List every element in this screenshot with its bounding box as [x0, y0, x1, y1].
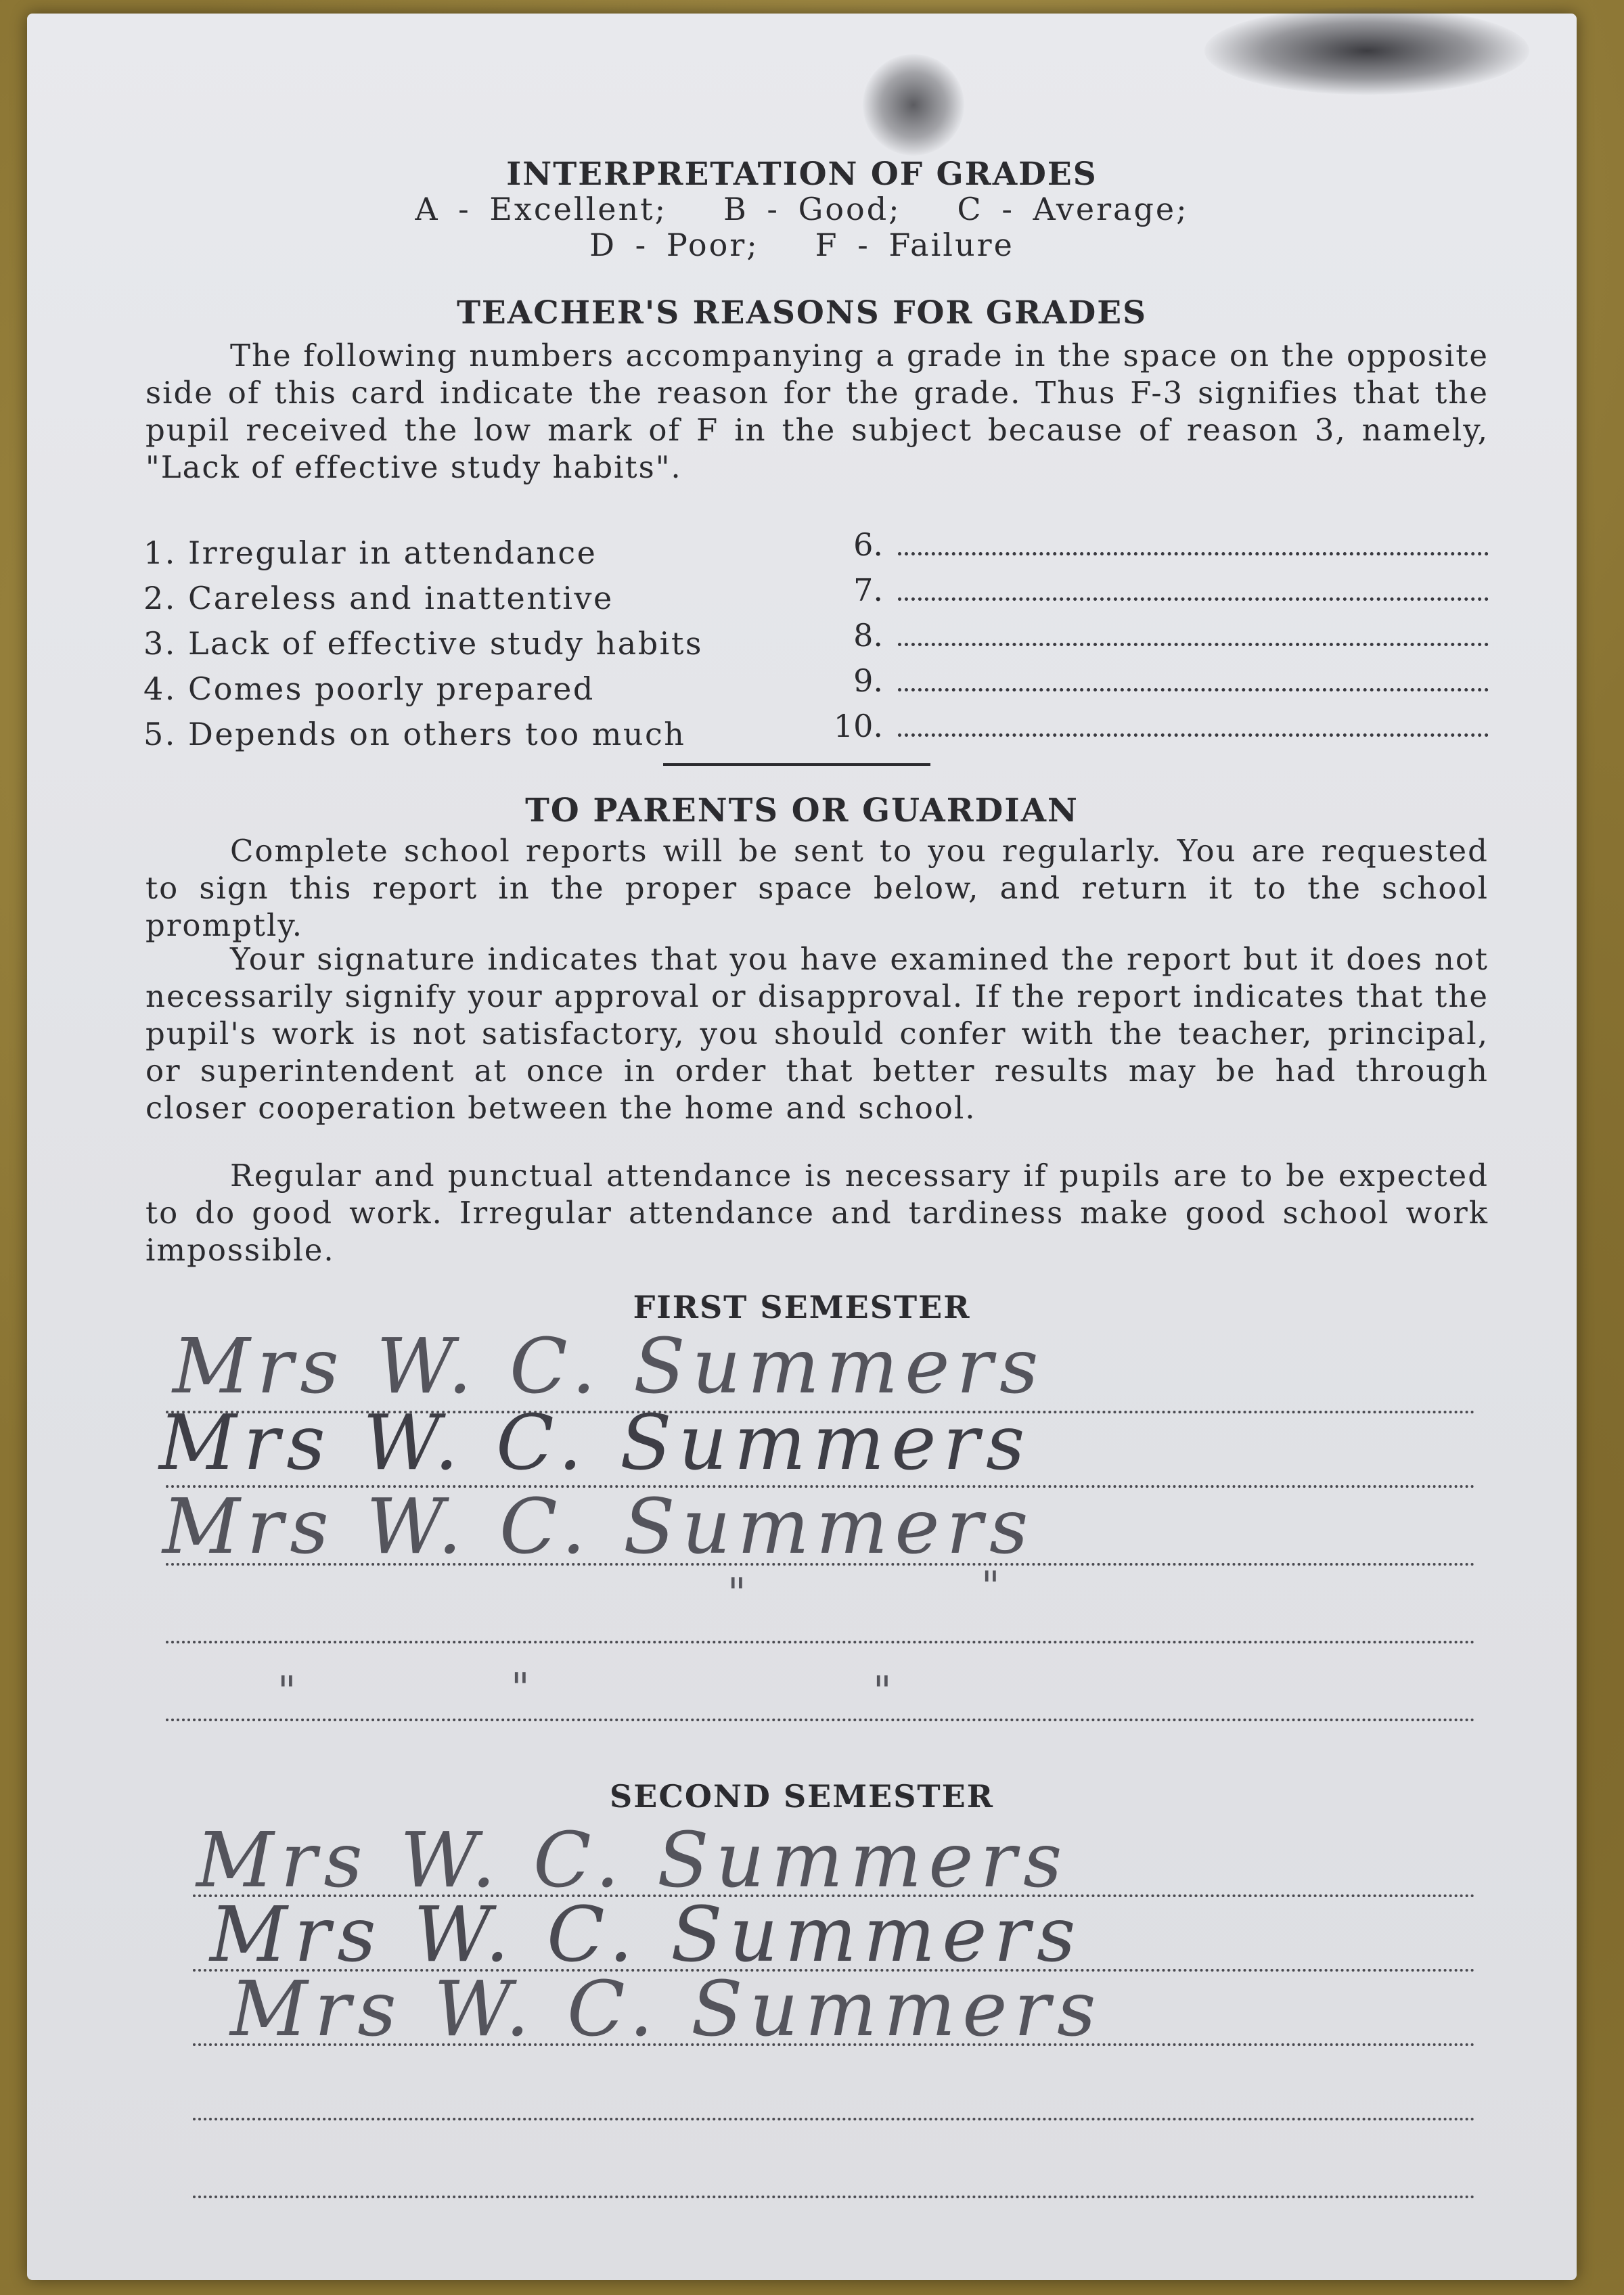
parent-signature: Mrs W. C. Summers	[173, 1323, 1045, 1411]
reason-item: 4. Comes poorly prepared	[143, 671, 595, 707]
signature-line[interactable]	[166, 1719, 1475, 1721]
parents-paragraph-2: Your signature indicates that you have examined the report but it does not necessarily signify your approval or disapproval. If the report indicates that the pupil's work is not satisfactory, you should confer with the teacher, principal, or superintendent at once in order that better results may be had through closer cooperation between the home and school.	[145, 941, 1489, 1126]
ditto-mark: "	[511, 1664, 530, 1712]
reason-blank-line	[812, 708, 1489, 744]
grade-scale-line-2: D - Poor; F - Failure	[589, 227, 1014, 263]
reason-blank-line	[812, 617, 1489, 654]
reasons-intro: The following numbers accompanying a grade in the space on the opposite side of this card indicate the reason for the grade. Thus F-3 signifies that the pupil received the low mark of F in the subject because of reason 3, namely, "Lack of effective study habits".	[145, 338, 1489, 485]
parents-paragraph-1: Complete school reports will be sent to you regularly. You are requested to sign this report in the proper space below, and return it to the school promptly.	[145, 833, 1489, 943]
reasons-title: TEACHER'S REASONS FOR GRADES	[456, 294, 1148, 332]
signature-line[interactable]	[166, 1563, 1475, 1566]
section-divider	[663, 763, 930, 766]
parents-title: TO PARENTS OR GUARDIAN	[525, 792, 1079, 830]
parent-signature: Mrs W. C. Summers	[159, 1399, 1032, 1487]
reason-blank-number: 7.	[853, 572, 883, 608]
ink-smudge	[1204, 7, 1529, 95]
parent-signature: Mrs W. C. Summers	[210, 1891, 1083, 1979]
signature-line[interactable]	[193, 2196, 1475, 2198]
reason-item: 3. Lack of effective study habits	[143, 625, 703, 662]
grade-scale-line-1: A - Excellent; B - Good; C - Average;	[415, 191, 1189, 227]
report-card-back	[27, 14, 1577, 2280]
ditto-mark: "	[873, 1668, 892, 1715]
parent-signature: Mrs W. C. Summers	[162, 1483, 1035, 1571]
second-semester-title: SECOND SEMESTER	[610, 1778, 994, 1815]
reason-blank-number: 9.	[853, 662, 883, 699]
ink-smudge	[863, 54, 964, 156]
signature-line[interactable]	[193, 2118, 1475, 2120]
reason-item: 5. Depends on others too much	[143, 716, 686, 752]
reason-blank-line	[812, 526, 1489, 563]
reason-blank-line	[812, 572, 1489, 608]
signature-line[interactable]	[193, 2043, 1475, 2046]
ditto-mark: "	[727, 1570, 746, 1617]
reason-blank-number: 8.	[853, 617, 883, 654]
parent-signature: Mrs W. C. Summers	[196, 1817, 1069, 1905]
reason-blank-number: 10.	[833, 708, 883, 744]
parents-paragraph-3: Regular and punctual attendance is necessary if pupils are to be expected to do good work. Irregular attendance and tardiness make good school work impossible.	[145, 1158, 1489, 1268]
ditto-mark: "	[277, 1668, 296, 1715]
signature-line[interactable]	[166, 1641, 1475, 1643]
first-semester-title: FIRST SEMESTER	[633, 1289, 971, 1325]
interpretation-title: INTERPRETATION OF GRADES	[506, 156, 1098, 193]
reason-item: 2. Careless and inattentive	[143, 580, 614, 616]
reason-item: 1. Irregular in attendance	[143, 535, 597, 571]
parent-signature: Mrs W. C. Summers	[230, 1965, 1103, 2053]
reason-blank-number: 6.	[853, 526, 883, 563]
ditto-mark: "	[981, 1563, 1000, 1610]
reason-blank-line	[812, 662, 1489, 699]
